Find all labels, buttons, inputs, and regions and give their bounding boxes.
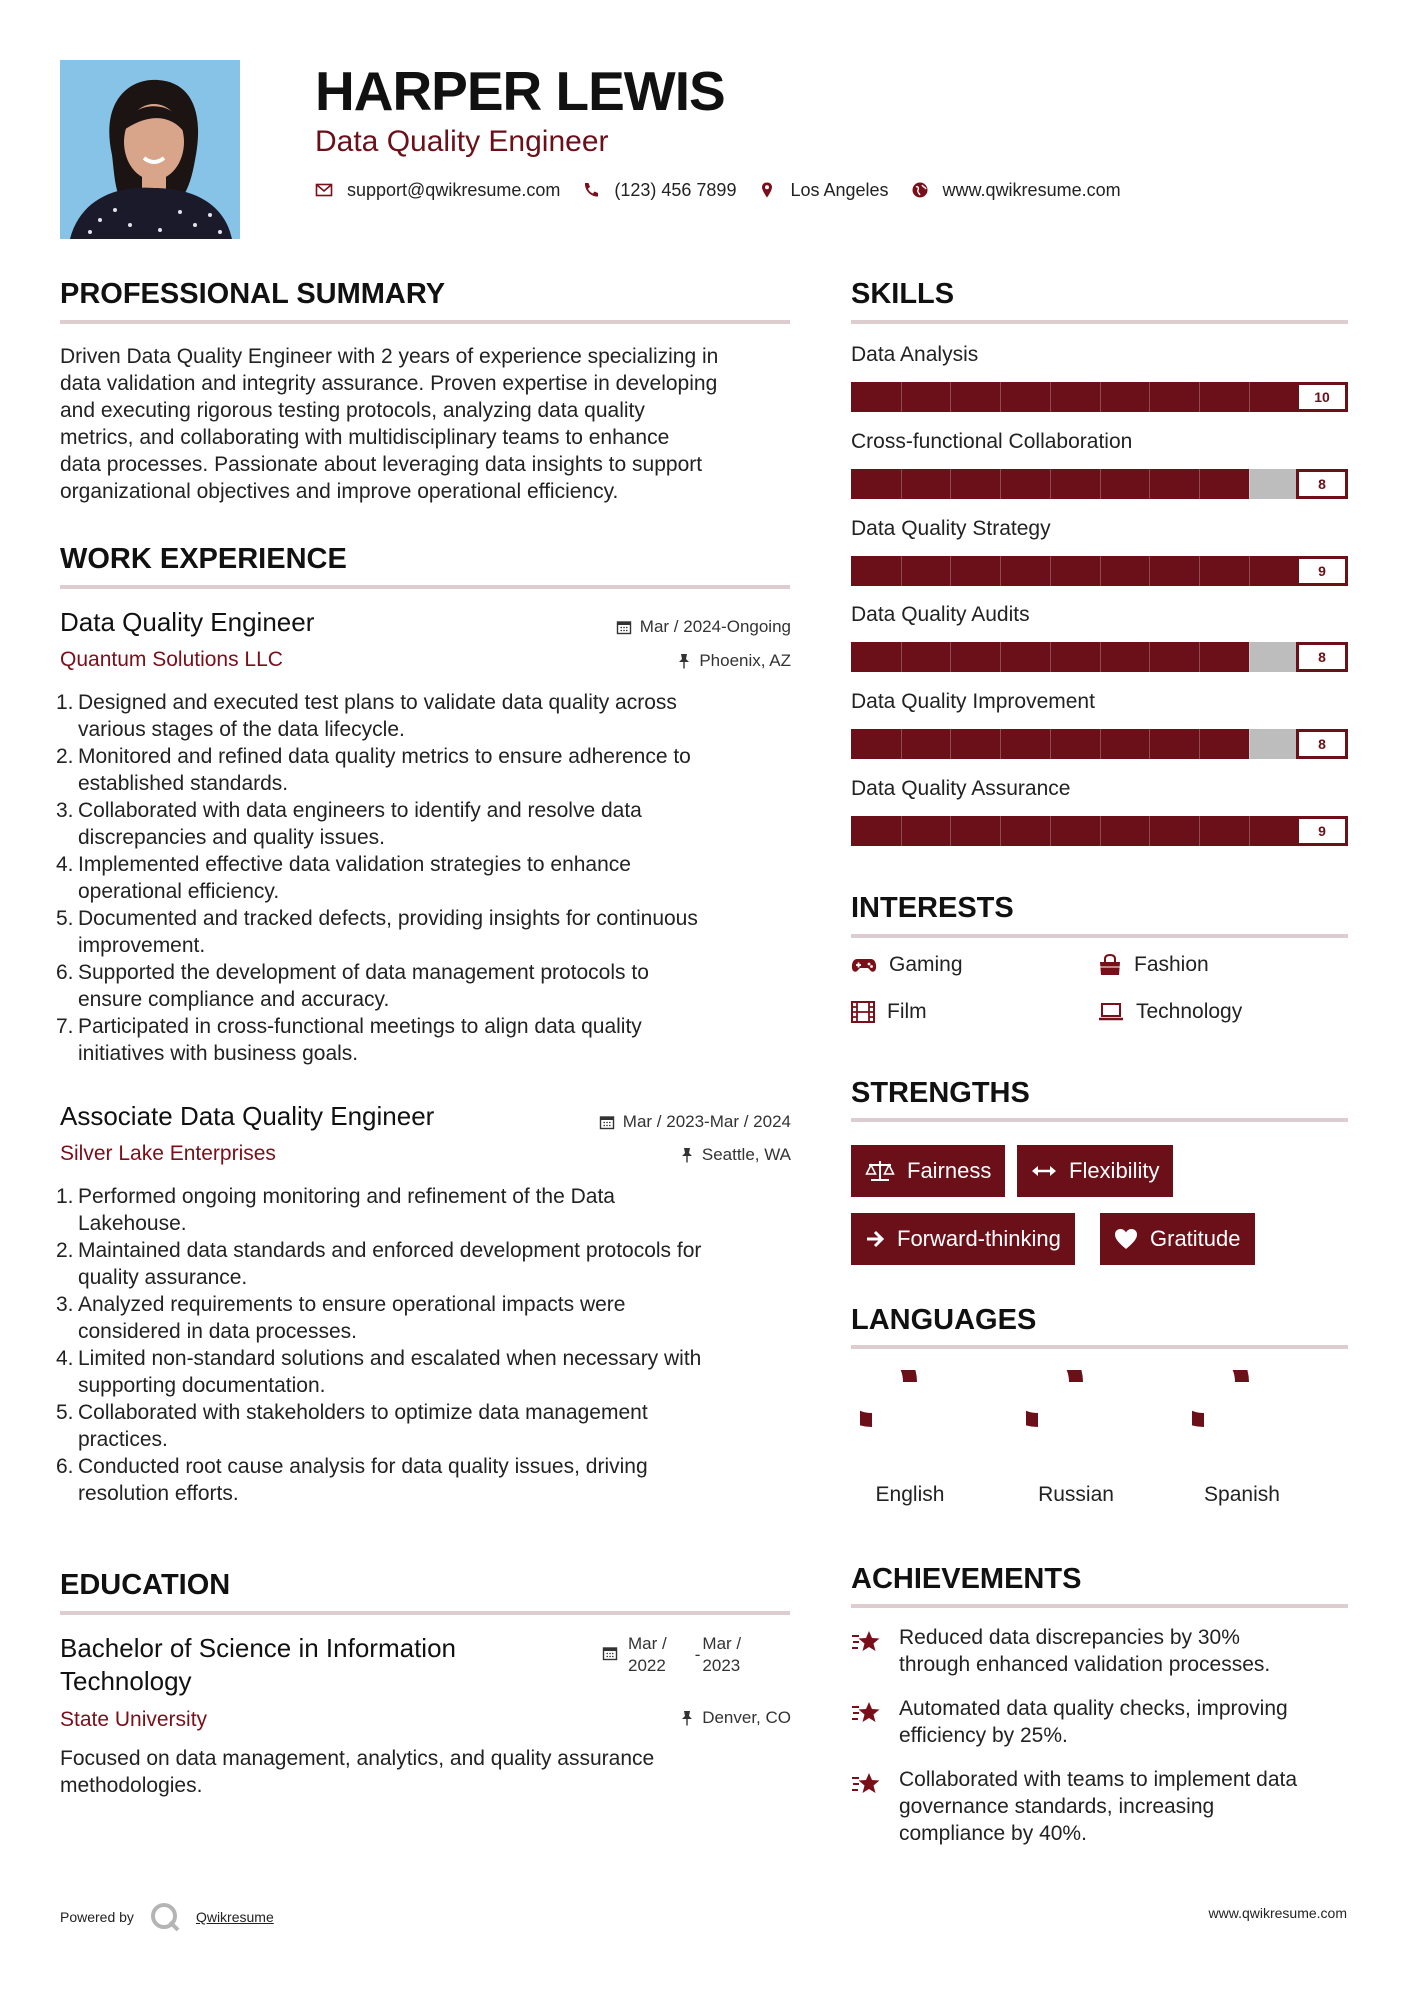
experience-heading: WORK EXPERIENCE <box>60 543 347 575</box>
footer-site-link[interactable]: www.qwikresume.com <box>1208 1905 1347 1921</box>
list-item-line: Performed ongoing monitoring and refinement of the Data <box>78 1185 615 1208</box>
skill-bar-segment <box>1199 556 1200 586</box>
language-ring-arc <box>860 1370 910 1420</box>
phone-icon <box>582 181 600 199</box>
skill-bar-segment <box>1199 642 1200 672</box>
skill-bar-segment <box>1000 469 1001 499</box>
skill-bar-segment <box>1199 729 1200 759</box>
summary-line: Driven Data Quality Engineer with 2 years of experience specializing in <box>60 345 719 368</box>
achievement-item <box>851 1766 1349 1847</box>
achievement-line: efficiency by 25%. <box>899 1724 1068 1747</box>
list-item-line: resolution efforts. <box>78 1482 239 1505</box>
skill-bar <box>851 469 1348 499</box>
calendar-icon <box>599 1114 615 1130</box>
company-name: Quantum Solutions LLC <box>60 648 283 671</box>
achievement-line: through enhanced validation processes. <box>899 1653 1271 1676</box>
education-start-date <box>628 1633 667 1677</box>
list-item-line: Implemented effective data validation strategies to enhance <box>78 853 631 876</box>
skill-bar-segment <box>1149 729 1150 759</box>
education-start-month: Mar / <box>628 1634 667 1653</box>
skill-bar-segment <box>1100 469 1101 499</box>
interests-divider <box>851 934 1348 938</box>
skill-bar-segment <box>1000 382 1001 412</box>
skills-divider <box>851 320 1348 324</box>
education-start-year: 2022 <box>628 1656 666 1675</box>
skill-bar-segment <box>1249 642 1250 672</box>
contact-phone[interactable] <box>582 180 736 201</box>
interest-label: Film <box>887 1000 927 1023</box>
list-item-line: initiatives with business goals. <box>78 1042 359 1065</box>
footer-powered-by <box>60 1900 274 1934</box>
powered-by-label: Powered by <box>60 1909 134 1925</box>
skill-bar-segment <box>1249 816 1250 846</box>
skill-level-badge: 8 <box>1296 729 1348 759</box>
contact-website-text: www.qwikresume.com <box>942 179 1121 200</box>
list-item: 7. Participated in cross-functional meetings to align data quality initiatives with business goals. <box>60 1013 800 1067</box>
pushpin-icon <box>677 653 691 669</box>
job-location-text: Phoenix, AZ <box>699 651 791 670</box>
list-item-line: Monitored and refined data quality metrics to ensure adherence to <box>78 745 691 768</box>
skill-bar <box>851 642 1348 672</box>
skill-name: Data Quality Strategy <box>851 517 1051 540</box>
skill-bar-segment <box>901 729 902 759</box>
skill-level-badge: 10 <box>1296 382 1348 412</box>
job-location <box>500 1144 791 1166</box>
language-item <box>1011 1370 1141 1507</box>
skill-bar-segment <box>1199 469 1200 499</box>
degree-title <box>60 1632 456 1698</box>
strength-chip <box>851 1145 1005 1197</box>
calendar-icon <box>616 619 632 635</box>
skill-bar-segment <box>901 556 902 586</box>
interest-item <box>851 953 963 977</box>
contact-location-text: Los Angeles <box>790 179 889 200</box>
education-date-dash: - <box>694 1645 701 1664</box>
education-end-date <box>702 1633 741 1677</box>
language-label: English <box>875 1483 945 1506</box>
interest-item <box>1098 1000 1242 1024</box>
balance-scale-icon <box>865 1159 895 1183</box>
skill-bar-segment <box>1100 642 1101 672</box>
contact-email[interactable] <box>315 180 560 201</box>
contact-bar <box>315 177 1143 203</box>
skill-bar <box>851 382 1348 412</box>
skill-bar-segment <box>1100 816 1101 846</box>
list-item-line: supporting documentation. <box>78 1374 326 1397</box>
education-heading: EDUCATION <box>60 1569 231 1601</box>
summary-line: data processes. Passionate about leveraging data insights to support <box>60 453 703 476</box>
skill-bar <box>851 556 1348 586</box>
achievement-line: compliance by 40%. <box>899 1822 1087 1845</box>
job-bullets <box>56 689 800 1067</box>
list-item: 2. Monitored and refined data quality metrics to ensure adherence to established standards. <box>60 743 800 797</box>
list-item-line: established standards. <box>78 772 289 795</box>
skill-level-badge: 9 <box>1296 816 1348 846</box>
skill-bar-segment <box>1000 556 1001 586</box>
list-item-line: Participated in cross-functional meetings to align data quality <box>78 1015 642 1038</box>
skill-bar-segment <box>1199 816 1200 846</box>
language-item <box>845 1370 975 1507</box>
contact-phone-text: (123) 456 7899 <box>614 179 737 200</box>
strength-chip <box>851 1213 1075 1265</box>
strength-label: Forward-thinking <box>897 1226 1061 1251</box>
language-ring-arc <box>1192 1370 1242 1420</box>
education-divider <box>60 1611 790 1615</box>
skill-bar-segment <box>1100 729 1101 759</box>
list-item-line: Documented and tracked defects, providing insights for continuous <box>78 907 698 930</box>
shopping-bag-icon <box>1098 954 1122 976</box>
list-item-line: ensure compliance and accuracy. <box>78 988 390 1011</box>
list-item-line: Limited non-standard solutions and escalated when necessary with <box>78 1347 702 1370</box>
degree-line: Technology <box>60 1666 192 1696</box>
list-item-line: Maintained data standards and enforced development protocols for <box>78 1239 702 1262</box>
list-item-line: various stages of the data lifecycle. <box>78 718 405 741</box>
skill-bar-segment <box>1149 816 1150 846</box>
skill-bar-segment <box>1000 729 1001 759</box>
star-achievement-icon <box>851 1770 883 1798</box>
achievement-line: Collaborated with teams to implement data <box>899 1768 1298 1791</box>
list-item: 2. Maintained data standards and enforced development protocols for quality assurance. <box>60 1237 800 1291</box>
skill-name: Data Quality Assurance <box>851 777 1071 800</box>
interest-item <box>1098 953 1209 977</box>
profile-photo <box>60 60 240 239</box>
list-item: 1. Performed ongoing monitoring and refinement of the Data Lakehouse. <box>60 1183 800 1237</box>
skill-name: Data Analysis <box>851 343 979 366</box>
language-ring <box>1192 1370 1292 1470</box>
job-dates <box>500 616 791 638</box>
job-bullets <box>56 1183 800 1507</box>
envelope-icon <box>315 181 333 199</box>
list-item-line: Supported the development of data management protocols to <box>78 961 649 984</box>
profile-photo-illustration <box>60 60 240 239</box>
skill-bar <box>851 816 1348 846</box>
summary-divider <box>60 320 790 324</box>
star-achievement-icon <box>851 1699 883 1727</box>
skill-bar-segment <box>1249 469 1250 499</box>
qwikresume-logo-icon <box>148 1900 182 1934</box>
strengths-divider <box>851 1118 1348 1122</box>
strength-chip <box>1100 1213 1255 1265</box>
summary-line: and executing rigorous testing protocols, analyzing data quality <box>60 399 645 422</box>
summary-line: organizational objectives and improve operational efficiency. <box>60 480 619 503</box>
list-item-line: Conducted root cause analysis for data quality issues, driving <box>78 1455 648 1478</box>
education-dates <box>602 1633 741 1677</box>
strength-label: Fairness <box>907 1158 992 1183</box>
skill-bar-segment <box>1050 556 1051 586</box>
pushpin-icon <box>680 1147 694 1163</box>
job-dates <box>480 1111 791 1133</box>
achievement-line: Reduced data discrepancies by 30% <box>899 1626 1240 1649</box>
skill-name: Cross-functional Collaboration <box>851 430 1133 453</box>
achievement-text <box>899 1766 1349 1847</box>
list-item: 3. Analyzed requirements to ensure operational impacts were considered in data processes. <box>60 1291 800 1345</box>
calendar-icon <box>602 1645 618 1661</box>
list-item-line: Lakehouse. <box>78 1212 187 1235</box>
language-ring <box>1026 1370 1126 1470</box>
skill-bar <box>851 729 1348 759</box>
skill-bar-segment <box>1249 556 1250 586</box>
heart-icon <box>1114 1228 1138 1250</box>
list-item: 6. Supported the development of data management protocols to ensure compliance and accuracy. <box>60 959 800 1013</box>
list-item: 4. Implemented effective data validation strategies to enhance operational efficiency. <box>60 851 800 905</box>
candidate-name: HARPER LEWIS <box>315 60 725 122</box>
contact-location <box>758 180 888 201</box>
star-achievement-icon <box>851 1628 883 1656</box>
education-description <box>60 1745 800 1799</box>
list-item: 4. Limited non-standard solutions and escalated when necessary with supporting documentation. <box>60 1345 800 1399</box>
skill-name: Data Quality Improvement <box>851 690 1095 713</box>
skill-bar-segment <box>950 469 951 499</box>
skill-bar-segment <box>950 642 951 672</box>
skill-bar-segment <box>1149 469 1150 499</box>
skill-bar-segment <box>1050 469 1051 499</box>
job-title: Data Quality Engineer <box>60 607 315 637</box>
skill-bar-segment <box>1050 642 1051 672</box>
skill-bar-segment <box>1000 642 1001 672</box>
skill-bar-segment <box>901 469 902 499</box>
languages-divider <box>851 1345 1348 1349</box>
achievement-line: governance standards, increasing <box>899 1795 1215 1818</box>
list-item-line: Collaborated with data engineers to identify and resolve data <box>78 799 642 822</box>
degree-line: Bachelor of Science in Information <box>60 1633 456 1663</box>
job-location-text: Seattle, WA <box>701 1145 791 1164</box>
skill-bar-segment <box>1149 642 1150 672</box>
language-label: Russian <box>1038 1483 1114 1506</box>
achievements-divider <box>851 1604 1348 1608</box>
experience-divider <box>60 585 790 589</box>
list-item: 6. Conducted root cause analysis for data quality issues, driving resolution efforts. <box>60 1453 800 1507</box>
skill-bar-segment <box>1050 382 1051 412</box>
skill-bar-fill <box>851 556 1298 586</box>
skill-bar-segment <box>901 382 902 412</box>
school-name: State University <box>60 1708 208 1731</box>
arrows-horizontal-icon <box>1031 1163 1057 1179</box>
interest-label: Technology <box>1136 1000 1243 1023</box>
skill-bar-segment <box>1050 729 1051 759</box>
languages-heading: LANGUAGES <box>851 1304 1037 1336</box>
interest-label: Fashion <box>1134 953 1209 976</box>
skill-bar-segment <box>1149 382 1150 412</box>
strength-label: Gratitude <box>1150 1226 1241 1251</box>
pushpin-icon <box>680 1710 694 1726</box>
education-location-text: Denver, CO <box>702 1708 791 1727</box>
arrow-right-icon <box>865 1229 885 1249</box>
skill-bar-segment <box>1100 382 1101 412</box>
skill-bar-segment <box>1249 729 1250 759</box>
skill-bar-segment <box>950 382 951 412</box>
list-item-line: quality assurance. <box>78 1266 248 1289</box>
globe-icon <box>911 181 929 199</box>
education-end-month: Mar / <box>702 1634 742 1653</box>
contact-website[interactable] <box>911 180 1121 201</box>
job-dates-text: Mar / 2024-Ongoing <box>639 617 791 636</box>
gamepad-icon <box>851 956 877 974</box>
summary-line: data validation and integrity assurance. Proven expertise in developing <box>60 372 718 395</box>
interests-heading: INTERESTS <box>851 892 1014 924</box>
skill-bar-segment <box>1050 816 1051 846</box>
education-description-line: Focused on data management, analytics, and quality assurance <box>60 1747 655 1770</box>
achievement-text <box>899 1695 1349 1749</box>
skill-bar-segment <box>1000 816 1001 846</box>
skill-level-badge: 9 <box>1296 556 1348 586</box>
list-item-line: Designed and executed test plans to validate data quality across <box>78 691 677 714</box>
candidate-title: Data Quality Engineer <box>315 125 609 158</box>
strength-label: Flexibility <box>1069 1158 1160 1183</box>
summary-line: metrics, and collaborating with multidisciplinary teams to enhance <box>60 426 670 449</box>
job-dates-text: Mar / 2023-Mar / 2024 <box>622 1112 791 1131</box>
skill-bar-segment <box>1149 556 1150 586</box>
strength-chip <box>1017 1145 1173 1197</box>
list-item-line: Collaborated with stakeholders to optimize data management <box>78 1401 648 1424</box>
skill-bar-segment <box>950 729 951 759</box>
list-item: 1. Designed and executed test plans to validate data quality across various stages of the data lifecycle. <box>60 689 800 743</box>
education-end-year: 2023 <box>702 1656 741 1675</box>
achievements-heading: ACHIEVEMENTS <box>851 1563 1082 1595</box>
achievement-item <box>851 1695 1349 1749</box>
language-ring <box>860 1370 960 1470</box>
skill-bar-fill <box>851 816 1298 846</box>
list-item-line: improvement. <box>78 934 206 957</box>
skill-bar-segment <box>901 642 902 672</box>
film-icon <box>851 1001 875 1023</box>
list-item-line: operational efficiency. <box>78 880 280 903</box>
interest-label: Gaming <box>889 953 963 976</box>
summary-text <box>60 343 800 505</box>
interest-item <box>851 1000 927 1024</box>
language-ring-arc <box>1026 1370 1076 1420</box>
list-item: 3. Collaborated with data engineers to identify and resolve data discrepancies and quality issues. <box>60 797 800 851</box>
list-item-line: considered in data processes. <box>78 1320 357 1343</box>
achievement-item <box>851 1624 1349 1678</box>
achievement-line: Automated data quality checks, improving <box>899 1697 1288 1720</box>
skill-bar-segment <box>1199 382 1200 412</box>
list-item-line: discrepancies and quality issues. <box>78 826 386 849</box>
language-item <box>1177 1370 1307 1507</box>
qwikresume-link[interactable]: Qwikresume <box>195 1909 274 1925</box>
laptop-icon <box>1098 1002 1124 1022</box>
education-location <box>500 1707 791 1729</box>
skill-level-badge: 8 <box>1296 469 1348 499</box>
job-location <box>500 650 791 672</box>
list-item-line: practices. <box>78 1428 168 1451</box>
list-item: 5. Documented and tracked defects, providing insights for continuous improvement. <box>60 905 800 959</box>
job-title: Associate Data Quality Engineer <box>60 1101 435 1131</box>
contact-email-text: support@qwikresume.com <box>347 179 561 200</box>
education-description-line: methodologies. <box>60 1774 203 1797</box>
skill-bar-segment <box>950 556 951 586</box>
skill-name: Data Quality Audits <box>851 603 1030 626</box>
skill-bar-segment <box>1100 556 1101 586</box>
skill-level-badge: 8 <box>1296 642 1348 672</box>
strengths-heading: STRENGTHS <box>851 1077 1030 1109</box>
achievement-text <box>899 1624 1349 1678</box>
list-item-line: Analyzed requirements to ensure operational impacts were <box>78 1293 626 1316</box>
summary-heading: PROFESSIONAL SUMMARY <box>60 278 446 310</box>
skills-heading: SKILLS <box>851 278 955 310</box>
language-label: Spanish <box>1204 1483 1280 1506</box>
skill-bar-segment <box>1249 382 1250 412</box>
company-name: Silver Lake Enterprises <box>60 1142 276 1165</box>
skill-bar-segment <box>950 816 951 846</box>
skill-bar-segment <box>901 816 902 846</box>
map-marker-icon <box>758 181 776 199</box>
list-item: 5. Collaborated with stakeholders to optimize data management practices. <box>60 1399 800 1453</box>
